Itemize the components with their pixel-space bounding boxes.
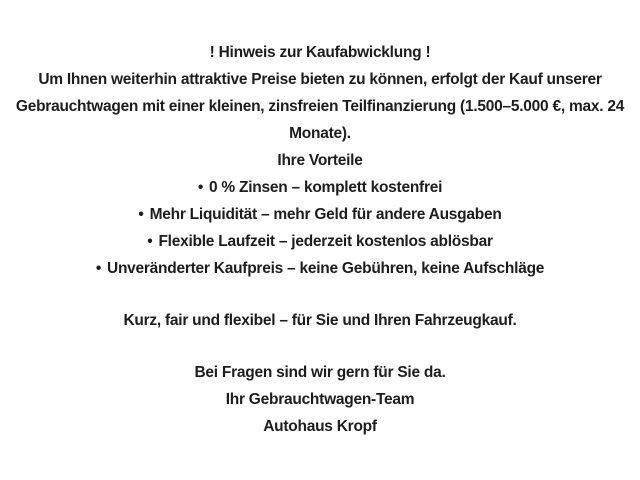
benefit-text: Unveränderter Kaufpreis – keine Gebühren, keine Aufschläge [107, 260, 545, 277]
benefit-text: Mehr Liquidität – mehr Geld für andere Ausgaben [149, 206, 502, 223]
closing-line-contact: Bei Fragen sind wir gern für Sie da. [194, 364, 446, 381]
bullet-icon: • [147, 233, 153, 250]
notice-title: ! Hinweis zur Kaufabwicklung ! [209, 44, 431, 61]
benefits-list [0, 174, 640, 282]
bullet-icon: • [197, 179, 203, 196]
tagline: Kurz, fair und flexibel – für Sie und Ihren Fahrzeugkauf. [123, 312, 517, 329]
closing-line-team: Ihr Gebrauchtwagen-Team [225, 391, 415, 408]
benefit-item [0, 255, 640, 282]
benefit-item [0, 201, 640, 228]
closing-line-dealer: Autohaus Kropf [263, 418, 377, 435]
benefit-text: 0 % Zinsen – komplett kostenfrei [209, 179, 443, 196]
bullet-icon: • [138, 206, 144, 223]
benefit-item [0, 174, 640, 201]
benefits-heading: Ihre Vorteile [277, 152, 363, 169]
benefit-item [0, 228, 640, 255]
intro-paragraph: Um Ihnen weiterhin attraktive Preise bieten zu können, erfolgt der Kauf unserer Gebrauchtwagen mit einer kleinen, zinsfreien Teilfinanzierung (1.500–5.000 €, max. 24 Monate). [15, 71, 625, 142]
bullet-icon: • [95, 260, 101, 277]
benefit-text: Flexible Laufzeit – jederzeit kostenlos ablösbar [158, 233, 493, 250]
